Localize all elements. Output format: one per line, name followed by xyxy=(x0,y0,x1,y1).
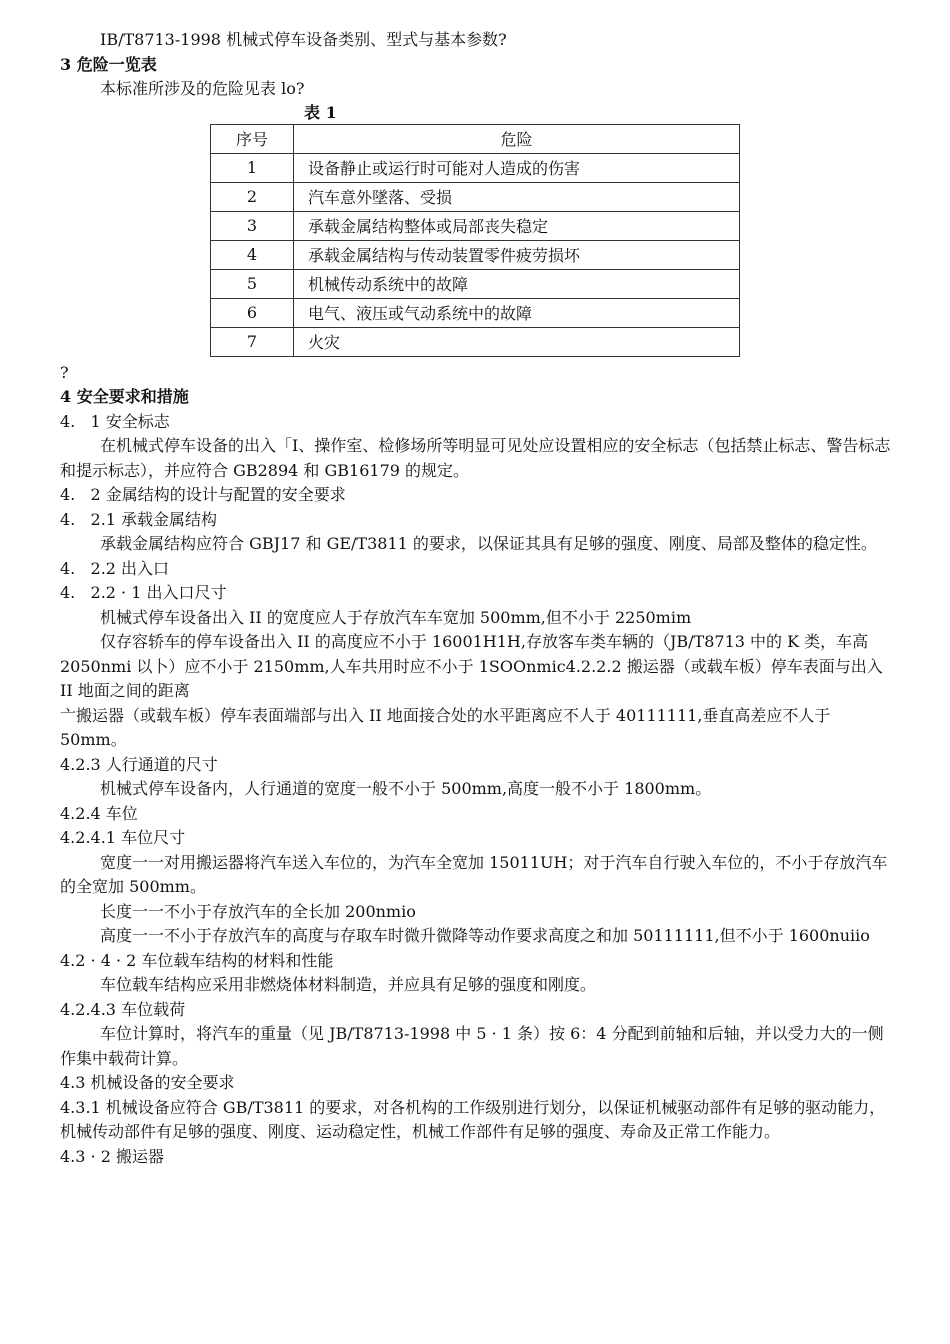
header-index: 序号 xyxy=(211,124,294,153)
subsection-4-3: 4.3 机械设备的安全要求 xyxy=(60,1073,235,1092)
subsection-4-3-2: 4.3 · 2 搬运器 xyxy=(60,1146,164,1166)
table-row xyxy=(211,269,740,298)
row-index: 4 xyxy=(211,240,294,269)
subsection-4-2-4: 4.2.4 车位 xyxy=(60,803,138,823)
paragraph-4-2-4-1-a: 宽度一一对用搬运器将汽车送入车位的，为汽车全宽加 15011UH；对于汽车自行驶入车位的，不小于存放汽车的全宽加 500mm。 xyxy=(60,852,888,896)
row-hazard: 电气、液压或气动系统中的故障 xyxy=(294,298,740,327)
subsection-4-2-4-3: 4.2.4.3 车位载荷 xyxy=(60,999,186,1019)
paragraph-4-2-2-1-a: 机械式停车设备出入 II 的宽度应人于存放汽车车宽加 500mm,但不小于 2250mim xyxy=(100,607,692,627)
subsection-4-2-2: 4. 2.2 出入口 xyxy=(60,558,170,578)
row-index: 7 xyxy=(211,327,294,356)
row-hazard: 承载金属结构整体或局部丧失稳定 xyxy=(294,211,740,240)
paragraph-3: 本标准所涉及的危险见表 lo? xyxy=(100,79,305,98)
row-hazard: 承载金属结构与传动装置零件疲劳损坏 xyxy=(294,240,740,269)
row-hazard: 设备静止或运行时可能对人造成的伤害 xyxy=(294,153,740,182)
document-page xyxy=(60,28,892,1169)
subsection-4-2-4-1: 4.2.4.1 车位尺寸 xyxy=(60,828,186,847)
paragraph-4-1: 在机械式停车设备的出入「I、操作室、检修场所等明显可见处应设置相应的安全标志（包括禁止标志、警告标志和提示标志），并应符合 GB2894 和 GB16179 的规定。 xyxy=(60,436,891,480)
paragraph-4-2-3: 机械式停车设备内，人行通道的宽度一般不小于 500mm,高度一般不小于 1800mm。 xyxy=(100,779,712,798)
reference-line: IB/T8713-1998 机械式停车设备类别、型式与基本参数? xyxy=(100,30,507,49)
section-heading-3: 3 危险一览表 xyxy=(60,54,157,74)
table-row xyxy=(211,211,740,240)
row-index: 1 xyxy=(211,153,294,182)
row-index: 2 xyxy=(211,182,294,211)
table-row xyxy=(211,182,740,211)
header-hazard: 危险 xyxy=(294,124,740,153)
table-row xyxy=(211,298,740,327)
row-hazard: 汽车意外墜落、受损 xyxy=(294,182,740,211)
paragraph-4-2-4-1-c: 高度一一不小于存放汽车的高度与存取车时微升微降等动作要求高度之和加 50111111,但不小于 1600nuiio xyxy=(100,926,870,945)
table-row xyxy=(211,240,740,269)
section-heading-4: 4 安全要求和措施 xyxy=(60,387,189,406)
subsection-4-2-4-2: 4.2 · 4 · 2 车位载车结构的材料和性能 xyxy=(60,950,334,970)
row-index: 6 xyxy=(211,298,294,327)
row-hazard: 机械传动系统中的故障 xyxy=(294,269,740,298)
stray-mark: ? xyxy=(60,362,69,382)
paragraph-4-2-4-3: 车位计算时，将汽车的重量（见 JB/T8713-1998 中 5 · 1 条）按 6：4 分配到前轴和后轴，并以受力大的一侧作集中载荷计算。 xyxy=(60,1024,884,1068)
subsection-4-2-1: 4. 2.1 承载金属结构 xyxy=(60,509,218,529)
paragraph-4-2-4-2: 车位载车结构应采用非燃烧体材料制造，并应具有足够的强度和刚度。 xyxy=(100,975,597,994)
subsection-4-2-2-1: 4. 2.2 · 1 出入口尺寸 xyxy=(60,583,227,602)
subsection-4-1: 4. 1 安全标志 xyxy=(60,411,170,431)
paragraph-4-2-2-2: 亠搬运器（或载车板）停车表面端部与出入 II 地面接合处的水平距离应不人于 40111111,垂直高差应不人于 50mm。 xyxy=(60,705,831,749)
hazard-table xyxy=(210,124,740,357)
paragraph-4-2-2-1-b: 仅存容轿车的停车设备出入 II 的高度应不小于 16001H1H,存放客车类车辆的（JB/T8713 中的 K 类，车高 2050nmi 以卜）应不小于 2150mm,人车共用时应不小于 1SOOnmic4.2.2.2 搬运器（或载车板）停车表面与出入 II 地面之间的距离 xyxy=(60,632,883,700)
row-index: 5 xyxy=(211,269,294,298)
table-row xyxy=(211,327,740,356)
table-header-row xyxy=(211,124,740,153)
paragraph-4-2-1: 承载金属结构应符合 GBJ17 和 GE/T3811 的要求，以保证其具有足够的强度、刚度、局部及整体的稳定性。 xyxy=(100,534,877,553)
subsection-4-2: 4. 2 金属结构的设计与配置的安全要求 xyxy=(60,485,346,504)
table-caption: 表 1 xyxy=(304,102,337,122)
table-row xyxy=(211,153,740,182)
paragraph-4-3-1: 4.3.1 机械设备应符合 GB/T3811 的要求，对各机构的工作级别进行划分，以保证机械驱动部件有足够的驱动能力，机械传动部件有足够的强度、刚度、运动稳定性，机械工作部件有足够的强度、寿命及正常工作能力。 xyxy=(60,1097,886,1141)
row-index: 3 xyxy=(211,211,294,240)
row-hazard: 火灾 xyxy=(294,327,740,356)
paragraph-4-2-4-1-b: 长度一一不小于存放汽车的全长加 200nmio xyxy=(100,901,416,921)
subsection-4-2-3: 4.2.3 人行通道的尺寸 xyxy=(60,754,218,774)
